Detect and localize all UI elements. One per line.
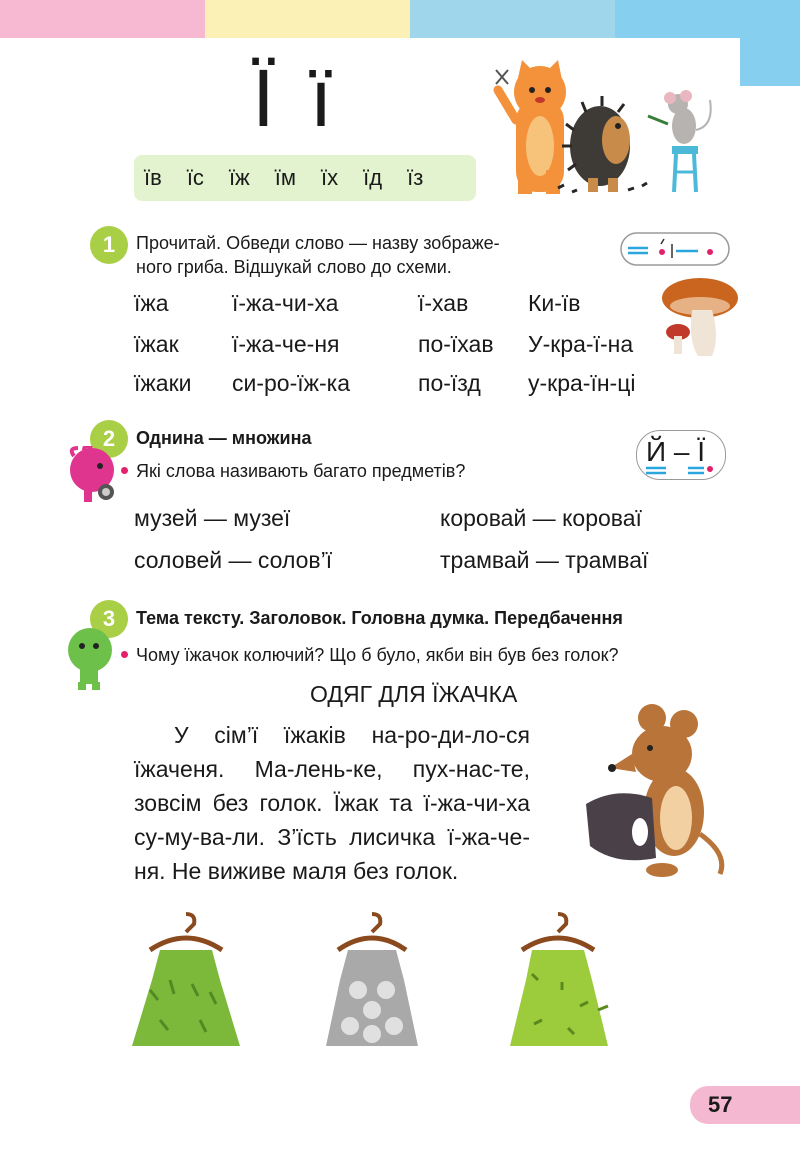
word-item: ї-хав [418,290,469,316]
word-pair: музей — музеї [134,505,291,531]
stripe-pink [0,0,205,38]
task2-title: Однина — множина [136,428,312,448]
task-number-badge: 3 [90,600,128,638]
bullet-dot [121,467,128,474]
word-item: по-їзд [418,370,481,396]
mushroom-icon [660,276,740,362]
syllable: їв [144,165,162,190]
stripe-cyan [615,0,800,38]
task1-instruction-line2: ного гриба. Відшукай слово до схеми. [136,257,452,277]
cat-hedgehog-mouse-illustration [488,60,720,200]
letter-badge-text: Й – Ї [646,436,706,467]
syllable: їз [407,165,424,190]
mouse-with-coat-illustration [576,704,728,880]
task1-instruction-line1: Прочитай. Обведи слово — назву зображе- [136,233,500,253]
task3-title: Тема тексту. Заголовок. Головна думка. Передбачення [136,608,623,628]
word-item: у-кра-їн-ці [528,370,636,396]
word-item: Ки-їв [528,290,581,316]
word-item: їжа [134,290,169,316]
syllable-bar [134,155,476,201]
task-number-badge: 2 [90,420,128,458]
word-pair: трамвай — трамваї [440,547,649,573]
word-item: по-їхав [418,331,494,357]
word-item: їжак [134,331,179,357]
story-title: ОДЯГ ДЛЯ ЇЖАЧКА [310,681,518,707]
spiky-dress-icon [502,910,614,1052]
story-paragraph: У сім’ї їжаків на-ро-ди-ло-ся їжаченя. Ма-лень-ке, пух-нас-те, зовсім без голок. Їжак та ї-жа-чи-ха су-му-ва-ли. З’їсть лисичка ї-жа-че-ня. Не виживе маля без голок. [134,722,530,884]
word-item: ї-жа-чи-ха [232,290,339,316]
syllable: їм [274,165,297,190]
word-scheme-icon [620,232,730,266]
task-number-badge: 1 [90,226,128,264]
word-pair: соловей — солов’ї [134,547,333,573]
gray-dress-icon [322,910,424,1052]
syllable: їд [363,165,383,190]
corner-fill [740,38,800,86]
page-number: 57 [708,1092,733,1117]
story-text [134,718,530,888]
syllable: їс [186,165,204,190]
green-character-icon [64,626,116,692]
word-item: ї-жа-че-ня [232,331,340,357]
word-item: їжаки [134,370,192,396]
syllable: їж [228,165,250,190]
bullet-dot [121,651,128,658]
letter-underline-icon [644,464,718,476]
word-item: си-ро-їж-ка [232,370,351,396]
task2-question: Які слова називають багато предметів? [136,461,466,481]
stripe-yellow [205,0,410,38]
pink-character-icon [66,446,122,508]
green-dress-icon [130,910,242,1052]
word-item: У-кра-ї-на [528,331,634,357]
stripe-blue [410,0,615,38]
page-title: Ї ї [252,53,339,144]
page-number-badge [690,1086,800,1124]
syllable: їх [321,165,339,190]
task3-question: Чому їжачок колючий? Що б було, якби він був без голок? [136,645,619,665]
word-pair: коровай — короваї [440,505,642,531]
